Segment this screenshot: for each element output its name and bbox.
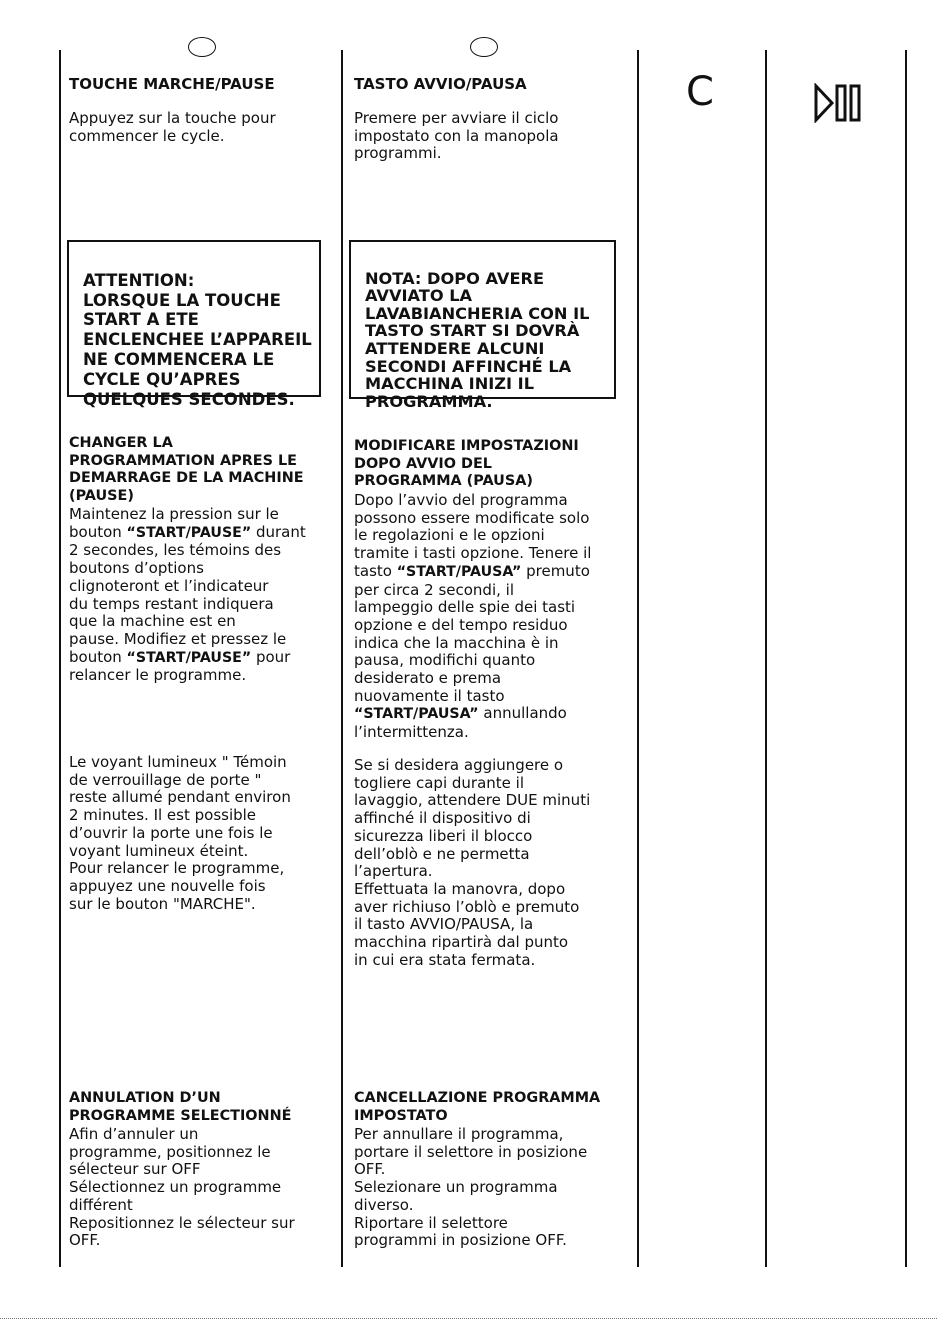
it-modify-bold-2: “START/PAUSA” <box>354 706 479 723</box>
fr-cancel-title: ANNULATION D’UN PROGRAMME SELECTIONNÉ <box>69 1090 292 1124</box>
language-flag-it-icon <box>470 37 498 57</box>
it-modify-bold-1: “START/PAUSA” <box>396 563 522 580</box>
fr-title: TOUCHE MARCHE/PAUSE <box>69 75 275 93</box>
it-nota-box <box>349 240 616 411</box>
fr-change-bold-2: “START/PAUSE” <box>126 649 252 666</box>
it-modify-title: MODIFICARE IMPOSTAZIONI DOPO AVVIO DEL PROGRAMMA (PAUSA) <box>354 438 579 490</box>
it-modify-text-1: Dopo l’avvio del programma possono essere modificate solo le regolazioni e le opzioni tramite i tasti opzione. Tenere il tasto <box>354 491 592 580</box>
it-door-text: Se si desidera aggiungere o togliere capi durante il lavaggio, attendere DUE minuti affinché il dispositivo di sicurezza liberi il blocco dell’oblò e ne permetta l’apertura. Effettuata la manovra, dopo aver richiuso l’oblò e premuto il tasto AVVIO/PAUSA, la macchina ripartirà dal punto in cui era stata fermata. <box>354 756 591 969</box>
column-rule-2 <box>341 50 343 1267</box>
it-intro: Premere per avviare il ciclo impostato con la manopola programmi. <box>354 109 559 163</box>
fr-intro: Appuyez sur la touche pour commencer le cycle. <box>69 109 276 145</box>
play-pause-icon <box>813 83 865 123</box>
column-rule-3 <box>637 50 639 1267</box>
column-rule-left <box>59 50 61 1267</box>
fr-change-text-2: durant 2 secondes, les témoins des boutons d’options clignoteront et l’indicateur du temps restant indiquera que la machine est en pause. Modifiez et pressez le bouton <box>69 522 306 666</box>
fr-change-body <box>69 506 306 685</box>
column-rule-right <box>905 50 907 1267</box>
it-modify-body <box>354 492 591 742</box>
fr-door-text: Le voyant lumineux " Témoin de verrouillage de porte " reste allumé pendant environ 2 minutes. Il est possible d’ouvrir la porte une fois le voyant lumineux éteint. Pour relancer le programme, appuyez une nouvelle fois sur le bouton "MARCHE". <box>69 753 291 913</box>
c-letter-symbol: C <box>686 69 714 115</box>
column-rule-4 <box>765 50 767 1267</box>
fr-attention-text: ATTENTION: LORSQUE LA TOUCHE START A ETE ENCLENCHEE L’APPAREIL NE COMMENCERA LE CYCLE QU’APRES QUELQUES SECONDES. <box>83 270 312 409</box>
fr-change-text-1: Maintenez la pression sur le bouton <box>69 505 279 541</box>
it-modify-text-2: premuto per circa 2 secondi, il lampeggio delle spie dei tasti opzione e del tempo residuo indica che la macchina è in pausa, modifichi quanto desiderato e prema nuovamente il tasto <box>354 561 590 705</box>
fr-change-title: CHANGER LA PROGRAMMATION APRES LE DEMARRAGE DE LA MACHINE (PAUSE) <box>69 435 304 505</box>
page-cut-line <box>0 1318 937 1319</box>
it-cancel-title: CANCELLAZIONE PROGRAMMA IMPOSTATO <box>354 1090 601 1124</box>
it-title: TASTO AVVIO/PAUSA <box>354 75 527 93</box>
it-modify-text-3: annullando l’intermittenza. <box>354 704 567 742</box>
fr-change-bold-1: “START/PAUSE” <box>126 524 252 541</box>
fr-change-text-3: pour relancer le programme. <box>69 647 291 685</box>
fr-cancel-body: Afin d’annuler un programme, positionnez le sélecteur sur OFF Sélectionnez un programme différent Repositionnez le sélecteur sur OFF. <box>69 1125 295 1250</box>
it-cancel-body: Per annullare il programma, portare il selettore in posizione OFF. Selezionare un programma diverso. Riportare il selettore programmi in posizione OFF. <box>354 1125 588 1250</box>
language-flag-fr-icon <box>188 37 216 57</box>
fr-attention-box <box>67 240 321 409</box>
it-nota-text: NOTA: DOPO AVERE AVVIATO LA LAVABIANCHERIA CON IL TASTO START SI DOVRÀ ATTENDERE ALCUNI SECONDI AFFINCHÉ LA MACCHINA INIZI IL PROGRAMMA. <box>365 268 590 411</box>
